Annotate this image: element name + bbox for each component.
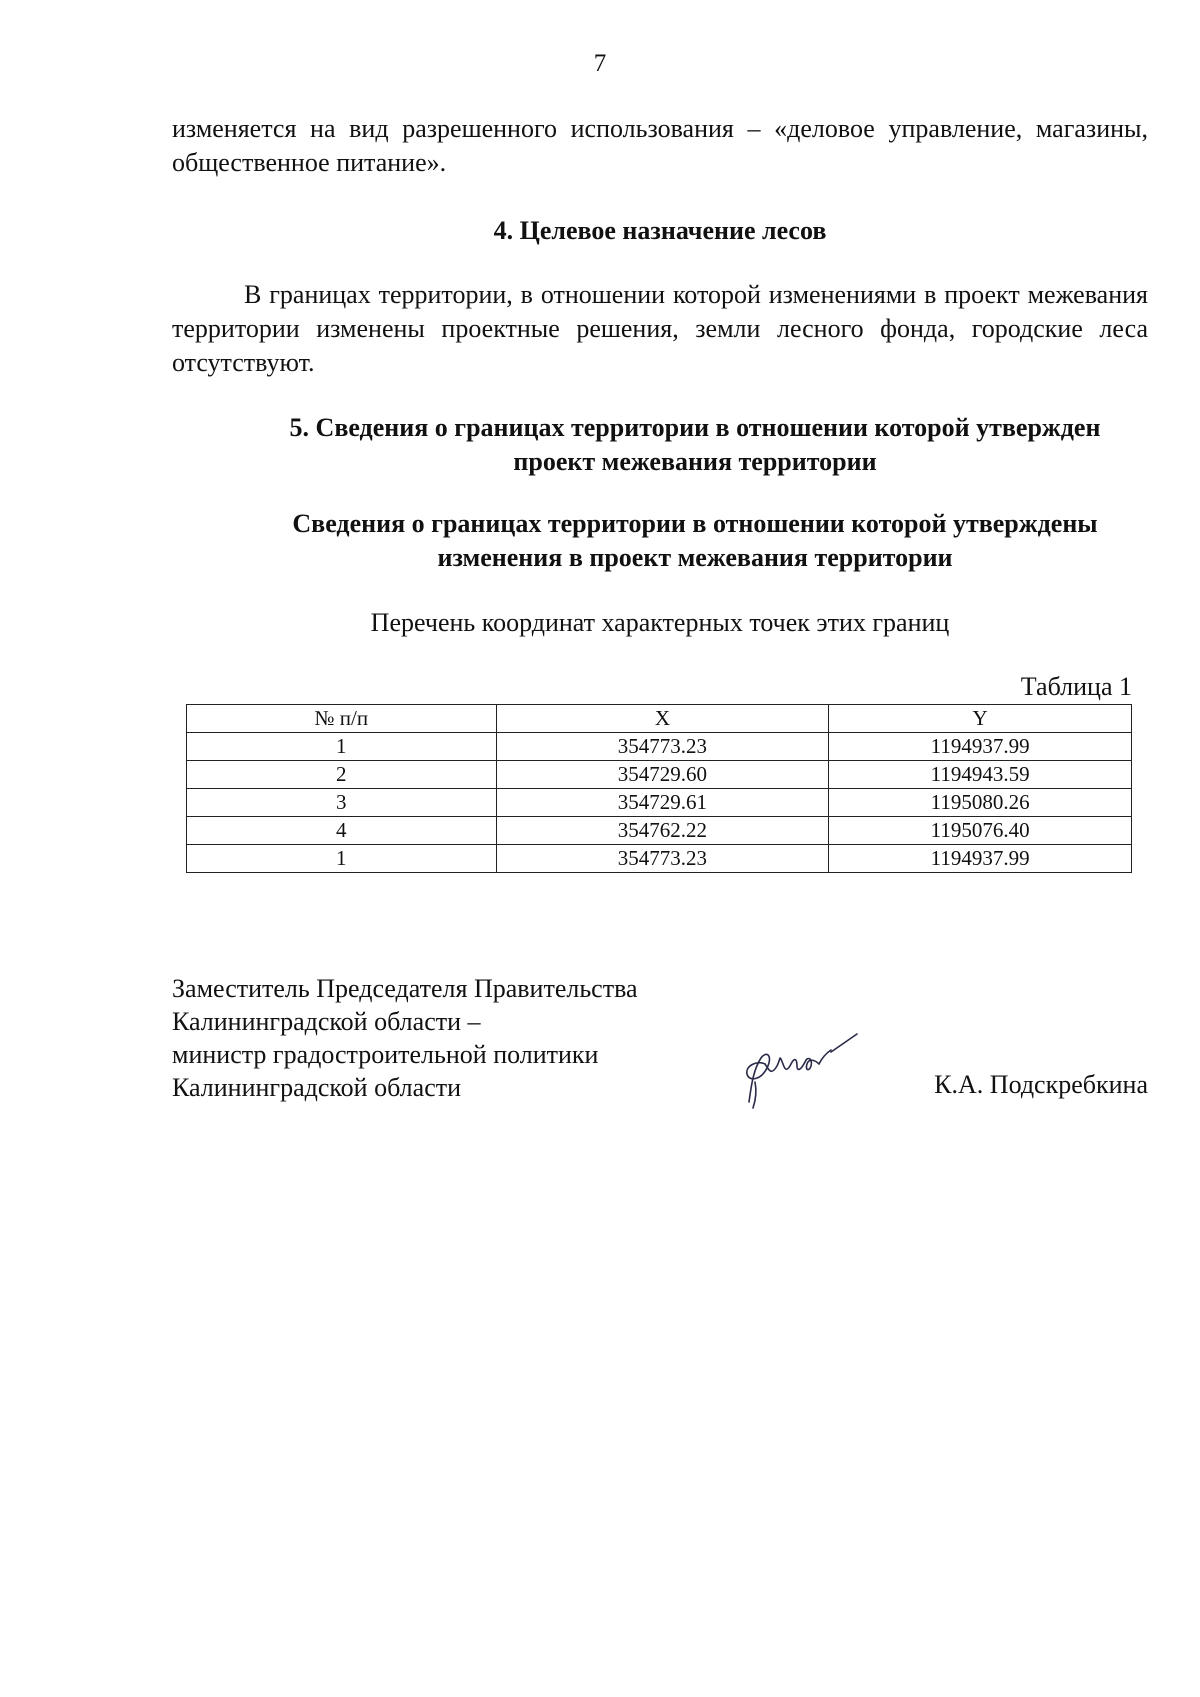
cell-number: 3 — [187, 789, 497, 817]
section5-subheading-line1: Сведения о границах территории в отношении которой утверждены — [292, 509, 1098, 538]
position-line-2: Калининградской области – — [172, 1007, 481, 1036]
position-line-1: Заместитель Председателя Правительства — [172, 974, 638, 1003]
table-header-row — [187, 705, 1132, 733]
section5-subheading-line2: изменения в проект межевания территории — [437, 543, 953, 572]
cell-y: 1195080.26 — [829, 789, 1132, 817]
cell-x: 354762.22 — [496, 817, 829, 845]
cell-y: 1194943.59 — [829, 761, 1132, 789]
coordinates-list-title: Перечень координат характерных точек этих границ — [370, 608, 950, 637]
section5-heading-line2: проект межевания территории — [513, 447, 877, 476]
cell-y: 1194937.99 — [829, 845, 1132, 873]
position-line-4: Калининградской области — [172, 1073, 462, 1102]
cell-number: 1 — [187, 733, 497, 761]
coordinates-table — [186, 704, 1132, 873]
table-row — [187, 789, 1132, 817]
cell-number: 1 — [187, 845, 497, 873]
table-row — [187, 733, 1132, 761]
intro-paragraph: изменяется на вид разрешенного использования – «деловое управление, магазины, общественное питание». — [172, 114, 1148, 177]
section4-heading: 4. Целевое назначение лесов — [493, 216, 827, 245]
handwritten-signature — [735, 1030, 865, 1110]
table-row — [187, 761, 1132, 789]
cell-x: 354773.23 — [496, 733, 829, 761]
page-number: 7 — [593, 50, 607, 77]
signatory-name: К.А. Подскребкина — [934, 1070, 1148, 1099]
cell-x: 354729.60 — [496, 761, 829, 789]
table-row — [187, 817, 1132, 845]
header-number: № п/п — [187, 705, 497, 733]
cell-x: 354773.23 — [496, 845, 829, 873]
section5-heading-line1: 5. Сведения о границах территории в отношении которой утвержден — [289, 413, 1101, 442]
cell-x: 354729.61 — [496, 789, 829, 817]
header-y: Y — [829, 705, 1132, 733]
cell-number: 2 — [187, 761, 497, 789]
cell-y: 1194937.99 — [829, 733, 1132, 761]
cell-y: 1195076.40 — [829, 817, 1132, 845]
header-x: X — [496, 705, 829, 733]
signatory-position — [172, 972, 732, 1104]
section4-paragraph: В границах территории, в отношении которой изменениями в проект межевания территории изменены проектные решения, земли лесного фонда, городские леса отсутствуют. — [172, 280, 1148, 377]
table-row — [187, 845, 1132, 873]
position-line-3: министр градостроительной политики — [172, 1040, 599, 1069]
table-caption: Таблица 1 — [1020, 672, 1132, 701]
section5-subheading — [242, 507, 1148, 575]
section5-heading — [242, 411, 1148, 479]
cell-number: 4 — [187, 817, 497, 845]
